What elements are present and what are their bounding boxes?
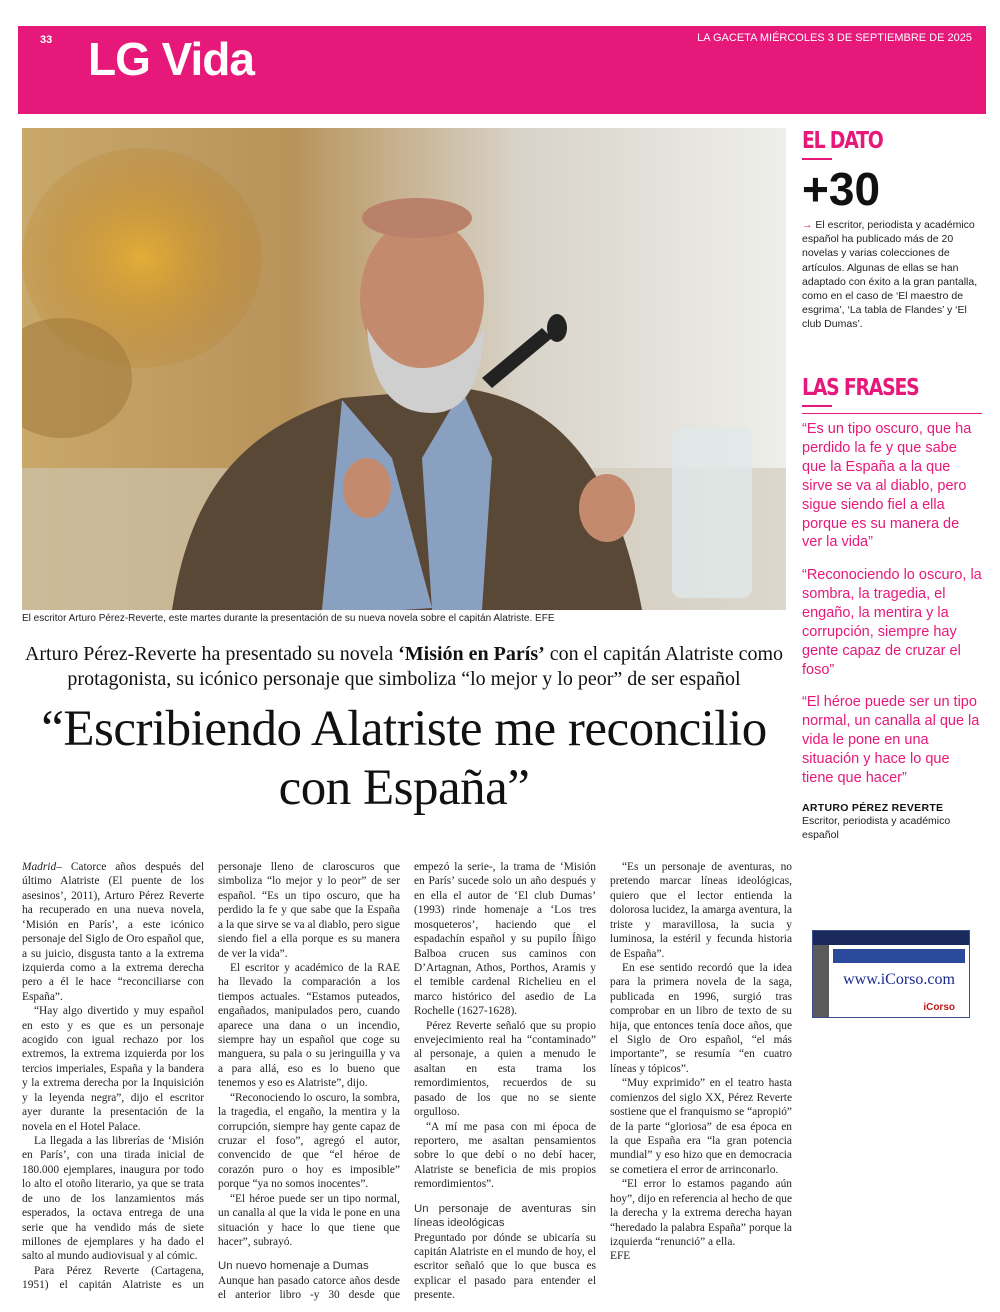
paragraph: En ese sentido recordó que la idea para la primera novela de la saga, publicada en 1996, surgió tras comprobar en un libro de texto de su hija, que entonces tenía doce años, que el Siglo de Oro español, “el más importante”, se resumía “en cuatro líneas y tópicos”. — [610, 961, 792, 1075]
ad-side-strip — [813, 945, 829, 1017]
paragraph: “Reconociendo lo oscuro, la sombra, la tragedia, el engaño, la mentira y la corrupción, siempre hay gente capaz de cruzar el foso”, agregó el autor, convencido de que “el héroe de corazón puro o hoy es imposible” porque “ya no somos inocentes”. — [218, 1091, 400, 1191]
quote-author: ARTURO PÉREZ REVERTE — [802, 801, 944, 814]
page-number: 33 — [40, 34, 53, 46]
photo-caption: El escritor Arturo Pérez-Reverte, este martes durante la presentación de su nueva novela sobre el capitán Alatriste. EFE — [22, 613, 555, 624]
quote-author-role: Escritor, periodista y académico español — [802, 814, 951, 841]
section-title: LG Vida — [88, 33, 254, 85]
paragraph: “Es un personaje de aventuras, no pretendo marcar líneas ideológicas, quiero que el lector entienda la dolorosa lucidez, la amarga aventura, la triste y maravillosa, la sucia y luminosa, la estéril y fecunda historia de España”. — [610, 861, 792, 960]
article-photo — [22, 128, 786, 610]
quotes-divider — [802, 413, 982, 414]
title-rule — [802, 158, 832, 160]
quote: “Es un tipo oscuro, que ha perdido la fe y que sabe que la España a la que sirve se va al diablo, pero sigue siendo fiel a ella porque es su manera de ver la vida” — [802, 421, 972, 551]
ad-url[interactable]: www.iCorso.com — [843, 971, 955, 988]
paragraph: Preguntado por dónde se ubicaría su capitán Alatriste en el mundo de hoy, el escritor señaló que lo que busca es explicar el pasado para entender el presente. — [414, 1231, 596, 1302]
paragraph — [22, 860, 204, 1004]
paragraph: La llegada a las librerías de ‘Misión en París’, con una tirada inicial de 180.000 ejemplares, inaugura por todo lo alto el otoño literario, ya que se trata de uno de los lanzamientos más esperados, la octava entrega de una serie que ha vendido más de siete millones de ejemplares y ha dado el salto al mundo audiovisual y al cómic. — [22, 1135, 204, 1263]
quote: “Reconociendo lo oscuro, la sombra, la tragedia, el engaño, la mentira y la corrupción, siempre hay gente capaz de cruzar el foso” — [802, 567, 982, 678]
paragraph: “A mí me pasa con mi época de reportero, me asaltan pensamientos sobre lo que debí o no debí hacer, Alatriste se beneficia de mis propios remordimientos”. — [414, 1120, 596, 1191]
paragraph-text: – Catorce años después del último Alatriste (El puente de los asesinos’, 2011), Arturo Pérez Reverte ha recuperado en una nueva novela, ‘Misión en París’, a este icónico personaje del Siglo de Oro español que, a su juicio, disgusta tanto a la extrema izquierda como a la extrema derecha pero a él le hace “reconciliarse con España”. — [22, 861, 204, 1003]
photo-illustration — [22, 128, 786, 610]
paragraph: El escritor y académico de la RAE ha llevado la comparación a los tiempos actuales. “Estamos puteados, engañados, manipulados pero, cuando aparece una dana o un incendio, siempre hay un español que coge su manguera, su pala o su jeringuilla y va a para allá, eso es lo bueno que tenemos y eso es Alatriste”, dijo. — [218, 961, 400, 1090]
ad-top-bar — [833, 949, 965, 963]
paragraph: “Hay algo divertido y muy español en esto y es que es un personaje acogido con igual rechazo por los extremos, la extrema izquierda por los tercios imperiales, España y la bandera y la extrema derecha por la Inquisición y la leyenda negra”, dijo el escritor ayer durante la presentación de la novela en el Hotel Palace. — [22, 1005, 204, 1133]
dateline: LA GACETA MIÉRCOLES 3 DE SEPTIEMBRE DE 2025 — [697, 32, 972, 44]
headline: “Escribiendo Alatriste me reconcilio con España” — [41, 701, 767, 817]
subheadline — [22, 642, 786, 692]
dato-title: EL DATO — [802, 128, 883, 154]
ad-main — [829, 945, 969, 1017]
paragraph: Para Pérez Reverte (Cartagena, 1951) el capitán Alatriste es un personaje lleno de claroscuros que simboliza “lo mejor y lo peor” de ser español. “Es un tipo oscuro, que ha perdido la fe y que sabe que la España a la que sirve se va al diablo, pero sigue siendo fiel a ella porque es su manera de ver la vida”. — [22, 861, 400, 1292]
paragraph: “El héroe puede ser un tipo normal, un canalla al que la vida le pone en una situación y hace lo que tiene que hacer”, subrayó. — [218, 1192, 400, 1248]
novel-title: ‘Misión en París’ — [398, 643, 545, 665]
intertitle: Un personaje de aventuras sin líneas ideológicas — [414, 1202, 596, 1230]
ad-content — [813, 945, 969, 1017]
title-rule — [802, 405, 832, 407]
subhead-part: Arturo Pérez-Reverte ha presentado su novela — [24, 643, 399, 665]
paragraph: “Muy exprimido” en el teatro hasta comienzos del siglo XX, Pérez Reverte sostiene que el franquismo se “apropió” de la parte “gloriosa” de esa época en la que España era “la gran potencia mundial” y eso hizo que en democracia se cometiera el error de arrinconarlo. — [610, 1077, 792, 1176]
subhead-part: con el capitán Alatriste como protagonista, su icónico personaje que simboliza “lo mejor y lo peor” de ser español — [67, 643, 784, 690]
arrow-icon: → — [802, 219, 816, 231]
intertitle: Un nuevo homenaje a Dumas — [218, 1260, 369, 1273]
ad-banner-bar — [813, 931, 969, 945]
ad-brand: iCorso — [923, 1002, 955, 1013]
dato-text — [802, 218, 982, 331]
paragraph: “El error lo estamos pagando aún hoy”, dijo en referencia al hecho de que la derecha y la extrema derecha hayan “heredado la palabra España” porque la izquierda “renunció” a ella. — [610, 1178, 792, 1248]
advertisement[interactable] — [812, 930, 970, 1018]
signature: EFE — [610, 1250, 631, 1263]
sidebar — [802, 128, 982, 842]
dato-number: +30 — [802, 163, 881, 215]
paragraph: Aunque han pasado catorce años desde el anterior libro -y 30 desde que empezó la serie-, la trama de ‘Misión en París’ sucede solo un año después y en ella el autor de ‘El club Dumas’ (1993) rinde homenaje a ‘Los tres mosqueteros’, haciendo que el espadachín español y su pupilo Íñigo Balboa crucen sus caminos con D’Artagnan, Athos, Porthos, Aramis y el temible cardenal Richelieu en el marco histórico del asedio de La Rochelle (1627-1628). — [218, 861, 596, 1302]
dato-description: El escritor, periodista y académico español ha publicado más de 20 novelas y varias colecciones de artículos. Algunas de ellas se han adaptado con éxito a la gran pantalla, como en el caso de ‘El maestro de esgrima’, ‘La tabla de Flandes’ y ‘El club Dumas’. — [802, 219, 978, 331]
frases-title: LAS FRASES — [802, 375, 919, 402]
dateline-place: Madrid — [22, 861, 57, 873]
paragraph: Pérez Reverte señaló que su propio envejecimiento real ha “contaminado” al personaje, a quien a menudo le asaltan en esta trama los remordimientos, recuerdos de su pasado de los que no se siente orgulloso. — [414, 1019, 596, 1119]
article-body — [22, 860, 792, 1303]
quote: “El héroe puede ser un tipo normal, un canalla al que la vida le pone en una situación y hace lo que tiene que hacer” — [802, 694, 980, 786]
section-header — [18, 26, 986, 114]
